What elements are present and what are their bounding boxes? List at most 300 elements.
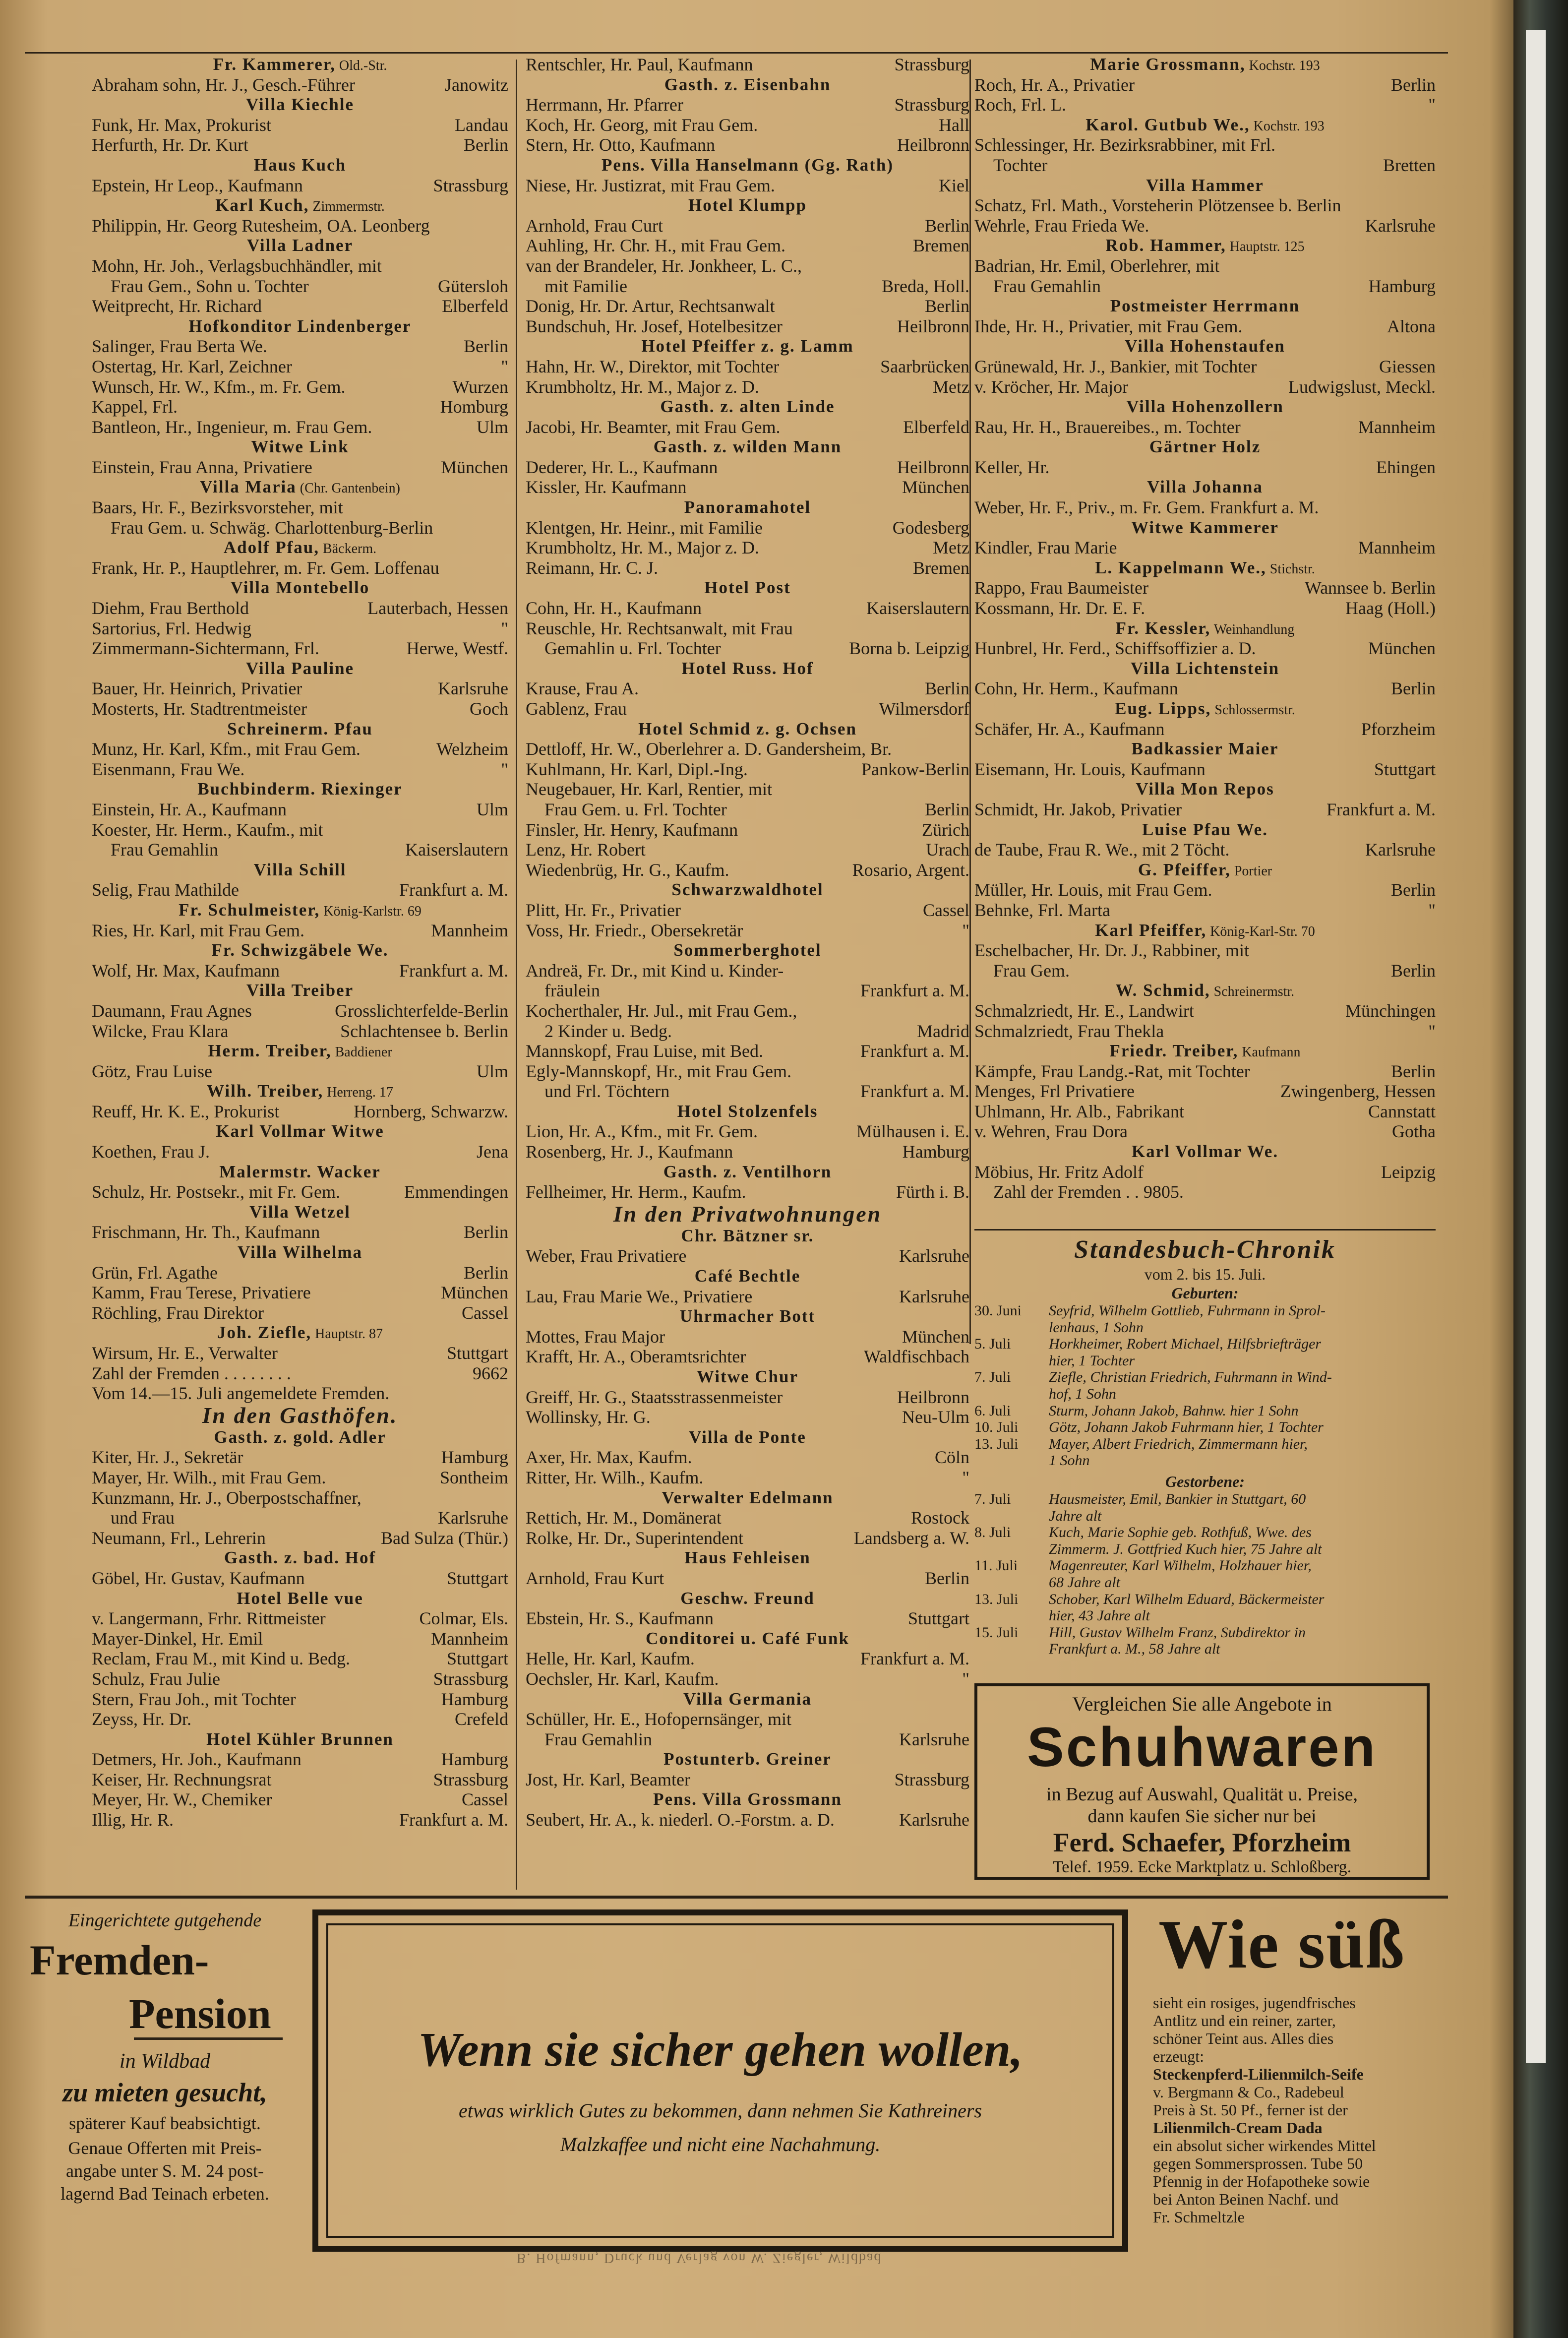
guest-hometown: Fürth i. B. [896,1182,969,1202]
births-heading: Geburten: [1171,1284,1239,1302]
guest-entry [974,840,1436,860]
ad-text-line: Preis à St. 50 Pf., ferner ist der [1153,2101,1348,2119]
guest-entry [92,1669,508,1689]
guest-hometown: Emmendingen [404,1182,508,1202]
lodging-name: Villa Schill [253,860,347,879]
guest-hometown: Berlin [464,135,508,155]
guest-name: Eschelbacher, Hr. Dr. J., Rabbiner, mit [974,940,1249,961]
guest-name: Voss, Hr. Friedr., Obersekretär [526,920,743,940]
guest-entry [92,276,508,297]
lodging-name: Villa Pauline [245,658,355,678]
guest-name: Mannskopf, Frau Luise, mit Bed. [526,1041,763,1061]
guest-name: Eisemann, Hr. Louis, Kaufmann [974,759,1206,779]
lodging-name: Chr. Bätzner sr. [681,1226,814,1245]
guest-hometown: Frankfurt a. M. [860,1041,969,1061]
guest-name: Kuhlmann, Hr. Karl, Dipl.-Ing. [526,759,748,779]
guest-entry [92,638,508,659]
guest-entry [92,1749,508,1770]
lodging-name: Joh. Ziefle, [217,1323,312,1343]
lodging-heading [526,940,969,961]
guest-hometown: Cassel [923,900,969,920]
guest-hometown: Berlin [925,296,969,316]
guest-entry [92,1001,508,1021]
lodging-heading [92,55,508,75]
guest-hometown: " [962,1467,969,1487]
lodging-heading [526,1488,969,1508]
guest-name: Klentgen, Hr. Heinr., mit Familie [526,517,763,538]
guest-entry [526,1669,969,1689]
guest-hometown: Stuttgart [447,1568,508,1588]
guest-entry [92,1689,508,1710]
lodging-heading [974,981,1436,1001]
guest-name: Keiser, Hr. Rechnungsrat [92,1769,272,1789]
lodging-heading [92,1081,508,1102]
guest-list-column-3 [974,55,1436,1202]
guest-hometown: Pankow-Berlin [861,759,969,779]
guest-hometown: Ulm [476,1061,508,1081]
lodging-heading [974,176,1436,196]
ad-text-line: Antlitz und ein reiner, zarter, [1153,2012,1336,2030]
chronicle-entry [974,1386,1436,1403]
lodging-heading [526,1162,969,1182]
guest-name: Philippin, Hr. Georg Rutesheim, OA. Leonberg [92,215,430,236]
guest-entry [974,961,1436,981]
chronicle-text: Seyfrid, Wilhelm Gottlieb, Fuhrmann in Sprol- [1049,1302,1326,1319]
guest-entry [92,699,508,719]
guest-name: Kamm, Frau Terese, Privatiere [92,1283,311,1303]
lodging-name: Gasth. z. Eisenbahn [664,74,831,94]
guest-hometown: Berlin [464,1222,508,1242]
guest-hometown: Cöln [934,1447,969,1468]
guest-entry [526,1041,969,1061]
chronicle-text: hier, 43 Jahre alt [1049,1607,1150,1624]
pension-ad-line2: in Wildbad [119,2050,211,2073]
guest-entry [526,316,969,337]
guest-entry [526,1121,969,1142]
guest-hometown: Mülhausen i. E. [856,1121,969,1142]
guest-entry [974,1021,1436,1042]
chronicle-text: lenhaus, 1 Sohn [1049,1319,1144,1336]
lodging-heading [526,719,969,739]
lodging-heading [92,477,508,497]
chronicle-entry [974,1607,1436,1624]
guest-name: Tochter [993,155,1048,175]
guest-hometown: Heilbronn [897,135,969,155]
lodging-name: Wilh. Treiber, [207,1081,324,1101]
lodging-name: Villa Hohenzollern [1126,397,1284,417]
guest-hometown: " [501,759,508,779]
lodging-name: Uhrmacher Bott [679,1306,816,1326]
guest-entry [974,417,1436,437]
lodging-heading [526,1266,969,1287]
chronicle-date: 7. Juli [974,1490,1011,1507]
chronicle-entry [974,1508,1436,1525]
lodging-heading [974,820,1436,840]
guest-entry [526,135,969,155]
guest-entry [526,779,969,800]
guest-entry [526,739,969,759]
guest-name: Röchling, Frau Direktor [92,1302,264,1323]
guest-name: Keller, Hr. [974,457,1050,477]
guest-entry [526,1447,969,1468]
lodging-heading [92,1162,508,1182]
guest-name: Frau Gemahlin [111,840,218,860]
guest-entry [526,1387,969,1408]
guest-entry [526,598,969,618]
guest-entry [526,417,969,437]
lodging-name: Villa Wilhelma [238,1242,362,1262]
guest-hometown: Strassburg [433,1668,508,1689]
guest-name: Roch, Frl. L. [974,95,1066,115]
lodging-heading [92,1323,508,1343]
guest-entry [526,1246,969,1266]
guest-name: Frau Gem., Sohn u. Tochter [111,276,309,296]
lodging-heading [92,719,508,739]
guest-hometown: Neu-Ulm [902,1407,969,1427]
lodging-name: Villa Kiechle [245,95,355,115]
lodging-address: König-Karlstr. 69 [320,903,422,919]
guest-name: v. Kröcher, Hr. Major [974,376,1129,397]
kathreiner-ad-inner-frame [326,1923,1114,2238]
guest-entry [974,1102,1436,1122]
chronicle-text: Götz, Johann Jakob Fuhrmann hier, 1 Tochter [1049,1419,1324,1436]
lodging-heading [92,1202,508,1223]
guest-entry [526,981,969,1001]
lodging-heading [526,1427,969,1448]
guest-entry [974,497,1436,518]
lodging-name: Sommerberghotel [673,940,822,960]
guest-entry [92,1343,508,1363]
guest-name: Lau, Frau Marie We., Privatiere [526,1286,753,1306]
guest-hometown: Kaiserslautern [405,840,508,860]
guest-hometown: Wannsee b. Berlin [1304,578,1436,598]
lodging-name: Villa Wetzel [249,1202,351,1222]
guest-hometown: Borna b. Leipzig [849,638,969,659]
guest-name: Mayer, Hr. Wilh., mit Frau Gem. [92,1467,326,1487]
guest-entry [526,216,969,236]
guest-entry [526,477,969,497]
guest-hometown: " [501,618,508,638]
lodging-heading [974,558,1436,578]
guest-name: Weber, Frau Privatiere [526,1246,687,1266]
schuhwaren-ad-line1: Vergleichen Sie alle Angebote in [1072,1693,1332,1715]
guest-name: Kissler, Hr. Kaufmann [526,477,687,497]
lodging-name: Pens. Villa Hanselmann (Gg. Rath) [601,155,894,175]
lodging-name: W. Schmid, [1115,981,1210,1000]
lodging-name: Karl Vollmar Witwe [216,1121,384,1141]
guest-entry [92,880,508,900]
pension-ad-line3: zu mieten gesucht, [62,2078,267,2107]
guest-entry [92,1283,508,1303]
guest-name: Einstein, Hr. A., Kaufmann [92,799,287,819]
pension-ad-head1: Fremden- [30,1936,209,1984]
chronicle-top-rule [974,1229,1436,1231]
lodging-address: (Chr. Gantenbein) [296,481,400,496]
guest-entry [92,1102,508,1122]
chronicle-date: 13. Juli [974,1435,1019,1452]
guest-entry [974,759,1436,780]
lodging-name: Fr. Schulmeister, [179,900,320,920]
lodging-heading [92,981,508,1001]
guest-entry [92,1061,508,1082]
guest-entry [526,357,969,377]
guest-entry [526,1468,969,1488]
chronicle-entry [974,1319,1436,1336]
guest-name: Daumann, Frau Agnes [92,1000,252,1021]
guest-entry [526,256,969,276]
guest-entry [92,1649,508,1669]
guest-entry [526,1182,969,1202]
guest-name: Sartorius, Frl. Hedwig [92,618,251,638]
guest-name: Fellheimer, Hr. Herm., Kaufm. [526,1182,746,1202]
lodging-heading [974,437,1436,457]
guest-hometown: Goch [470,699,508,719]
lodging-heading [526,659,969,679]
guest-hometown: Mannheim [431,920,508,940]
guest-entry [974,75,1436,95]
lodging-address: Hauptstr. 125 [1226,239,1305,255]
guest-hometown: Saarbrücken [880,356,969,376]
guest-entry [92,820,508,840]
lodging-name: Adolf Pfau, [223,538,320,557]
guest-hometown: München [1368,638,1436,659]
pension-ad-line5: Genaue Offerten mit Preis- [68,2138,262,2158]
guest-name: Meyer, Hr. W., Chemiker [92,1789,272,1810]
guest-name: Niese, Hr. Justizrat, mit Frau Gem. [526,175,775,195]
lodging-address: Hauptstr. 87 [311,1326,383,1342]
kathreiner-ad-line2: Malzkaffee und nicht eine Nachahmung. [560,2133,881,2155]
lodging-heading [92,860,508,880]
guest-hometown: Welzheim [436,739,508,759]
guest-name: Greiff, Hr. G., Staatsstrassenmeister [526,1387,783,1407]
lodging-heading [92,1242,508,1263]
chronicle-date: 30. Juni [974,1302,1022,1319]
guest-hometown: Jena [477,1142,508,1162]
guest-name: Schmidt, Hr. Jakob, Privatier [974,799,1182,819]
guest-entry [526,1568,969,1589]
guest-name: Badrian, Hr. Emil, Oberlehrer, mit [974,255,1220,276]
lodging-heading [974,659,1436,679]
guest-hometown: Karlsruhe [438,1508,508,1528]
guest-name: Baars, Hr. F., Bezirksvorsteher, mit [92,497,343,518]
lodging-heading [974,336,1436,357]
guest-entry [92,1021,508,1042]
chronicle-title: Standesbuch-Chronik [1074,1235,1336,1264]
guest-name: Schmalzriedt, Hr. E., Landwirt [974,1000,1194,1021]
lodging-name: Villa de Ponte [689,1427,806,1447]
lodging-heading [526,497,969,518]
schuhwaren-ad-name: Ferd. Schaefer, Pforzheim [1053,1828,1351,1857]
guest-hometown: Frankfurt a. M. [1327,799,1436,819]
guest-name: Finsler, Hr. Henry, Kaufmann [526,819,738,840]
wiesuess-ad-body [1153,1994,1431,2226]
lodging-name: Karl Vollmar We. [1131,1142,1279,1162]
lodging-heading [526,397,969,417]
pension-ad-line4: späterer Kauf beabsichtigt. [69,2113,261,2133]
guest-entry [974,357,1436,377]
guest-entry [526,1508,969,1528]
guest-entry [92,800,508,820]
guest-name: Zeyss, Hr. Dr. [92,1709,191,1729]
guest-entry [974,940,1436,961]
guest-name: Wehrle, Frau Frieda We. [974,215,1149,236]
guest-hometown: Elberfeld [442,296,508,316]
guest-entry [526,678,969,699]
guest-hometown: Strassburg [894,1769,969,1789]
guest-hometown: Stuttgart [1374,759,1436,779]
guest-hometown: Karlsruhe [899,1729,969,1749]
guest-name: Reuff, Hr. K. E., Prokurist [92,1101,280,1121]
guest-hometown: Hall [939,115,969,135]
lodging-heading [526,75,969,95]
guest-name: Ritter, Hr. Wilh., Kaufm. [526,1467,704,1487]
guest-entry [974,880,1436,900]
pension-ad [20,1905,310,2252]
guest-name: van der Brandeler, Hr. Jonkheer, L. C., [526,255,802,276]
guest-entry [974,538,1436,558]
lodging-address: König-Karl-Str. 70 [1206,923,1315,939]
guest-hometown: Heilbronn [897,1387,969,1407]
guest-list-column-2 [526,55,969,1830]
lodging-address: Baddiener [331,1045,392,1060]
guest-name: Rappo, Frau Baumeister [974,578,1148,598]
chronicle-entry [974,1641,1436,1658]
lodging-heading [526,880,969,900]
lodging-name: Eug. Lipps, [1115,699,1211,718]
lodging-name: Witwe Kammerer [1131,517,1279,537]
guest-hometown: Leipzig [1381,1162,1436,1182]
standesbuch-chronik [974,1235,1436,1658]
deaths-heading: Gestorbene: [1165,1472,1245,1490]
guest-hometown: Kiel [939,175,969,195]
guest-name: v. Langermann, Frhr. Rittmeister [92,1608,326,1629]
guest-name: Koethen, Frau J. [92,1142,210,1162]
lodging-heading [526,1689,969,1710]
pension-ad-line7: lagernd Bad Teinach erbeten. [60,2184,269,2204]
lodging-name: Hotel Russ. Hof [681,658,814,678]
guest-hometown: Karlsruhe [899,1286,969,1306]
guest-entry [92,397,508,417]
guest-entry [974,1121,1436,1142]
guest-name: Krafft, Hr. A., Oberamtsrichter [526,1347,746,1367]
guest-entry [526,759,969,780]
guest-name: Menges, Frl Privatiere [974,1081,1135,1102]
lodging-heading [526,1102,969,1122]
binding-spine [1513,0,1568,2338]
guest-entry [974,800,1436,820]
guest-entry [974,900,1436,921]
lodging-name: Haus Fehleisen [684,1548,811,1568]
ad-text-line: Steckenpferd-Lilienmilch-Seife [1153,2065,1364,2083]
guest-hometown: München [902,477,969,497]
guest-hometown: Berlin [925,1568,969,1588]
column-divider-1 [516,60,517,1890]
guest-hometown: Haag (Holl.) [1345,598,1436,618]
kathreiner-ad-headline: Wenn sie sicher gehen wollen, [418,2023,1023,2077]
guest-entry [526,860,969,880]
chronicle-date: 7. Juli [974,1369,1011,1386]
guest-hometown: Wurzen [452,376,508,397]
guest-entry [526,518,969,538]
ads-top-rule [25,1896,1448,1899]
lodging-name: Hofkonditor Lindenberger [188,316,412,336]
guest-entry [974,457,1436,478]
guest-hometown: Berlin [1391,678,1436,699]
guest-entry [526,115,969,135]
lodging-name: Rob. Hammer, [1105,236,1226,255]
guest-name: Mosterts, Hr. Stadtrentmeister [92,699,307,719]
lodging-address: Schlossermstr. [1211,702,1295,718]
chronicle-subtitle: vom 2. bis 15. Juli. [1144,1265,1266,1283]
guest-name: Frank, Hr. P., Hauptlehrer, m. Fr. Gem. Loffenau [92,557,439,578]
guest-name: Eisenmann, Frau We. [92,759,245,779]
guest-entry [92,1810,508,1830]
guest-name: Weber, Hr. F., Priv., m. Fr. Gem. Frankfurt a. M. [974,497,1319,518]
lodging-heading [92,659,508,679]
wiesuess-ad-headline: Wie süß [1158,1906,1405,1983]
guest-name: Rentschler, Hr. Paul, Kaufmann [526,55,753,74]
guest-hometown: Rosario, Argent. [852,860,969,880]
chronicle-entry [974,1541,1436,1558]
guest-name: Behnke, Frl. Marta [974,900,1110,920]
guest-name: Egly-Mannskopf, Hr., mit Frau Gem. [526,1061,791,1081]
guest-hometown: Mannheim [431,1628,508,1649]
guest-entry [974,1182,1436,1202]
guest-hometown: Lauterbach, Hessen [367,598,508,618]
lodging-heading [974,115,1436,135]
lodging-address: Weinhandlung [1210,621,1295,637]
guest-entry [526,1608,969,1629]
lodging-name: Villa Germania [683,1689,812,1709]
ad-text-line: gegen Sommersprossen. Tube 50 [1153,2154,1363,2172]
guest-hometown: Godesberg [892,517,969,538]
guest-entry [526,1347,969,1367]
guest-name: Ihde, Hr. H., Privatier, mit Frau Gem. [974,316,1243,336]
chronicle-text: Sturm, Johann Jakob, Bahnw. hier 1 Sohn [1049,1402,1299,1419]
guest-hometown: Berlin [1391,74,1436,95]
guest-entry [974,1162,1436,1182]
lodging-name: Postunterb. Greiner [663,1749,832,1769]
guest-entry [526,296,969,316]
lodging-name: Herm. Treiber, [208,1041,332,1061]
guest-name: und Frau [111,1508,175,1528]
lodging-heading [92,900,508,921]
guest-hometown: Altona [1387,316,1436,336]
pension-ad-head2: Pension [129,1990,271,2037]
guest-entry [974,316,1436,337]
guest-hometown: Strassburg [894,55,969,74]
lodging-heading [974,397,1436,417]
guest-name: Jost, Hr. Karl, Beamter [526,1769,690,1789]
guest-hometown: München [902,1326,969,1347]
guest-name: Weitprecht, Hr. Richard [92,296,262,316]
chronicle-date: 13. Juli [974,1591,1019,1607]
lodging-name: Schwarzwaldhotel [671,880,824,900]
guest-name: Oechsler, Hr. Karl, Kaufm. [526,1668,719,1689]
guest-name: Krumbholtz, Hr. M., Major z. D. [526,538,759,558]
guest-name: Mayer-Dinkel, Hr. Emil [92,1628,263,1649]
lodging-address: Stichstr. [1266,561,1315,577]
guest-entry [526,638,969,659]
guest-name: Salinger, Frau Berta We. [92,336,267,357]
guest-entry [526,618,969,639]
chronicle-text: Hill, Gustav Wilhelm Franz, Subdirektor in [1049,1624,1306,1641]
guest-entry [92,336,508,357]
ad-text-line: bei Anton Beinen Nachf. und [1153,2190,1339,2208]
guest-entry [526,1061,969,1082]
lodging-name: Hotel Klumpp [688,195,807,215]
lodging-heading [974,618,1436,639]
